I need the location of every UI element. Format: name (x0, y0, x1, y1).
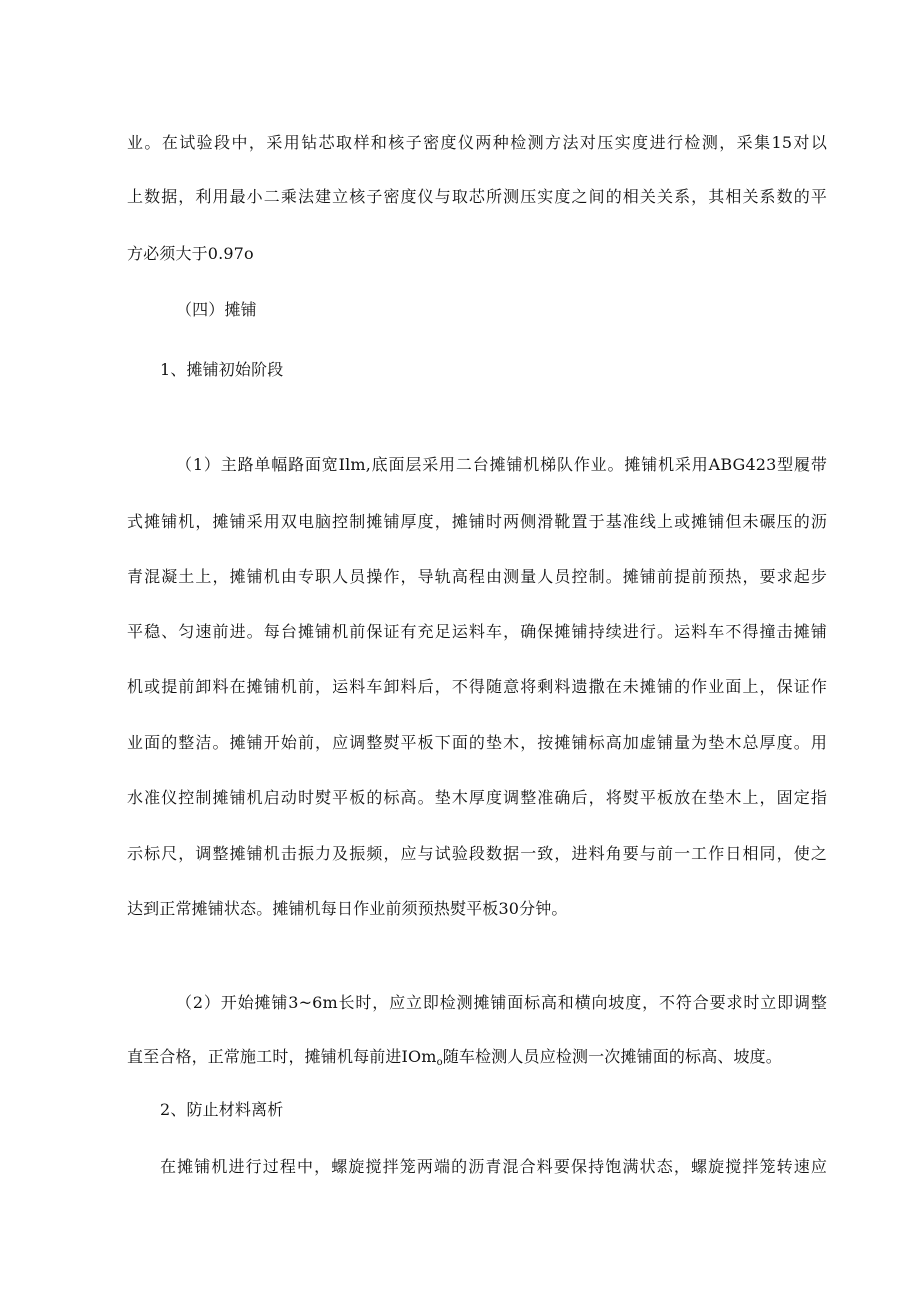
paragraph-line: 在摊铺机进行过程中，螺旋搅拌笼两端的沥青混合料要保持饱满状态，螺旋搅拌笼转速应 (160, 1157, 827, 1176)
paragraph-line: 达到正常摊铺状态。摊铺机每日作业前须预热熨平板30分钟。 (127, 899, 568, 918)
subscript-text: o (436, 1057, 443, 1068)
paragraph-line: 业。在试验段中，采用钻芯取样和核子密度仪两种检测方法对压实度进行检测，采集15对以 (127, 133, 827, 152)
paragraph-line: 平稳、匀速前进。每台摊铺机前保证有充足运料车，确保摊铺持续进行。运料车不得撞击摊铺 (127, 622, 827, 641)
paragraph-line: （1）主路单幅路面宽Ilm,底面层采用二台摊铺机梯队作业。摊铺机采用ABG423型履带 (176, 455, 827, 474)
paragraph-line (127, 1047, 827, 1073)
paragraph-line: 上数据，利用最小二乘法建立核子密度仪与取芯所测压实度之间的相关关系，其相关系数的平 (127, 187, 827, 206)
paragraph-line: （2）开始摊铺3~6m长时，应立即检测摊铺面标高和横向坡度，不符合要求时立即调整 (176, 993, 827, 1012)
paragraph-line: 机或提前卸料在摊铺机前，运料车卸料后，不得随意将剩料遗撒在未摊铺的作业面上，保证作 (127, 677, 827, 696)
paragraph-line: 方必须大于0.97o (127, 244, 254, 263)
sub-heading: 2、防止材料离析 (160, 1100, 284, 1119)
paragraph-text: 直至合格，正常施工时，摊铺机每前进IOm (127, 1047, 437, 1066)
paragraph-line: 青混凝土上，摊铺机由专职人员操作，导轨高程由测量人员控制。摊铺前提前预热，要求起步 (127, 567, 827, 586)
section-heading: （四）摊铺 (176, 300, 257, 319)
paragraph-line: 示标尺，调整摊铺机击振力及振频，应与试验段数据一致，进料角要与前一工作日相同，使之 (127, 844, 827, 863)
sub-heading: 1、摊铺初始阶段 (160, 360, 284, 379)
paragraph-line: 式摊铺机，摊铺采用双电脑控制摊铺厚度，摊铺时两侧滑靴置于基准线上或摊铺但未碾压的沥 (127, 512, 827, 531)
paragraph-line: 水准仪控制摊铺机启动时熨平板的标高。垫木厚度调整准确后，将熨平板放在垫木上，固定指 (127, 788, 827, 807)
paragraph-text: 随车检测人员应检测一次摊铺面的标高、坡度。 (442, 1047, 782, 1066)
paragraph-line: 业面的整洁。摊铺开始前，应调整熨平板下面的垫木，按摊铺标高加虚铺量为垫木总厚度。用 (127, 733, 827, 752)
